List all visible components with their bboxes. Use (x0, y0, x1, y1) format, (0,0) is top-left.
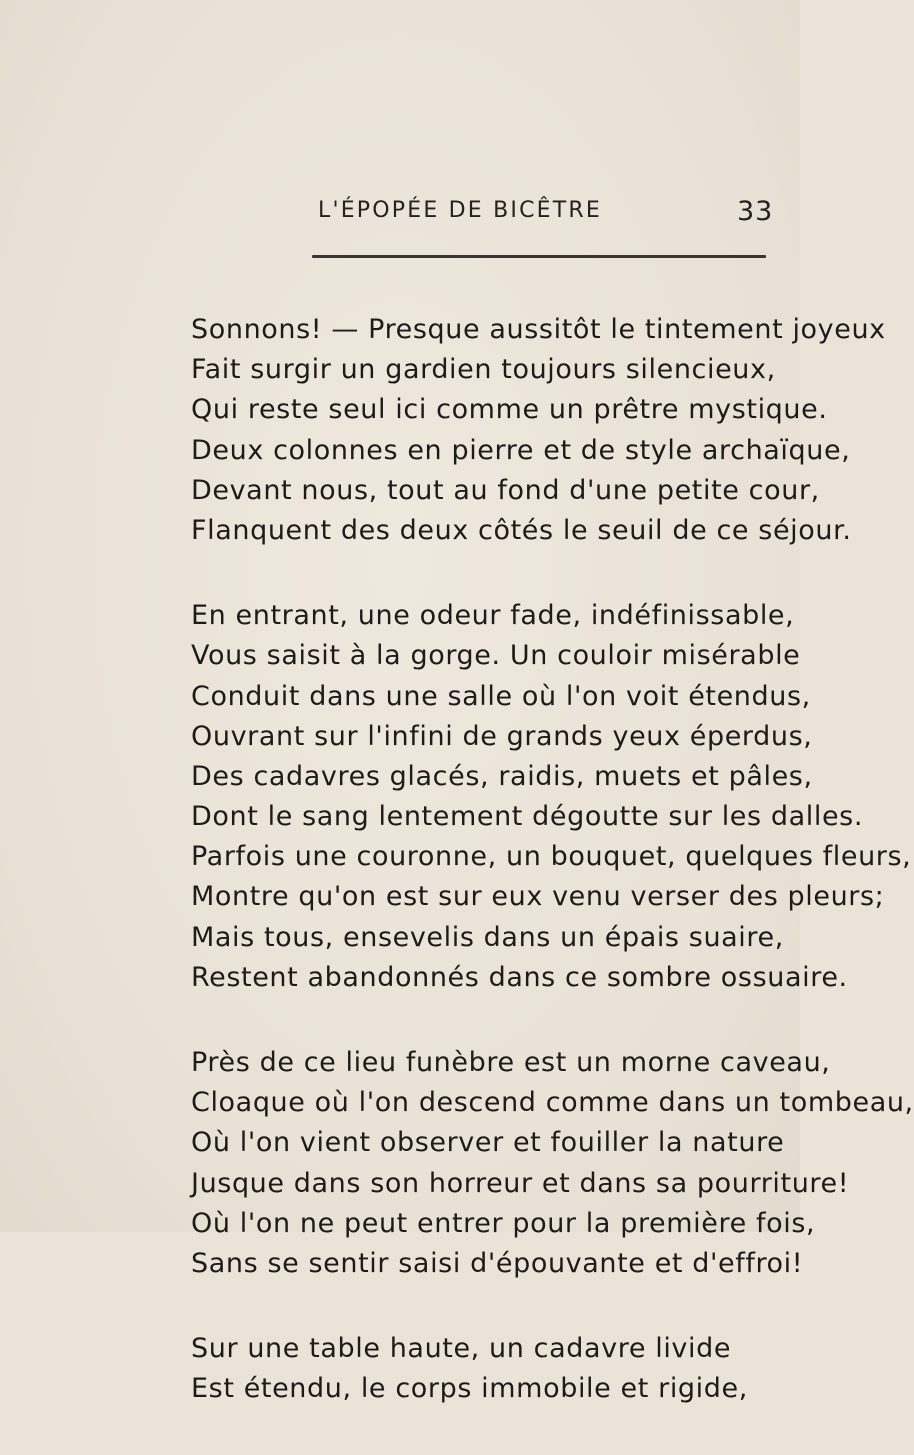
verse-line: Conduit dans une salle où l'on voit étendus, (191, 680, 811, 712)
verse-line: Est étendu, le corps immobile et rigide, (191, 1373, 748, 1405)
verse-line: Fait surgir un gardien toujours silencieux, (191, 354, 776, 386)
verse-line: Montre qu'on est sur eux venu verser des pleurs; (191, 881, 885, 913)
verse-line: Jusque dans son horreur et dans sa pourriture! (191, 1167, 850, 1199)
page-header (0, 196, 800, 236)
verse-line: Où l'on ne peut entrer pour la première fois, (191, 1207, 816, 1239)
verse-line: Ouvrant sur l'infini de grands yeux éperdus, (191, 720, 813, 752)
verse-line: Restent abandonnés dans ce sombre ossuaire. (191, 961, 848, 993)
stanza-4 (191, 1329, 791, 1409)
poem-body (191, 310, 914, 1455)
verse-line: En entrant, une odeur fade, indéfinissable, (191, 600, 795, 632)
running-title: L'ÉPOPÉE DE BICÊTRE (318, 198, 602, 223)
verse-line: Vous saisit à la gorge. Un couloir misérable (191, 640, 801, 672)
verse-line: Sans se sentir saisi d'épouvante et d'effroi! (191, 1247, 804, 1279)
verse-line: Parfois une couronne, un bouquet, quelques fleurs, (191, 841, 912, 873)
header-rule (312, 255, 766, 258)
verse-line: Où l'on vient observer et fouiller la nature (191, 1127, 785, 1159)
verse-line: Dont le sang lentement dégoutte sur les dalles. (191, 801, 864, 833)
verse-line: Flanquent des deux côtés le seuil de ce séjour. (191, 514, 852, 546)
verse-line: Des cadavres glacés, raidis, muets et pâles, (191, 760, 813, 792)
stanza-3 (191, 1043, 914, 1284)
stanza-1 (191, 310, 886, 551)
verse-line: Mais tous, ensevelis dans un épais suaire, (191, 921, 784, 953)
verse-line: Sonnons! — Presque aussitôt le tintement joyeux (191, 314, 886, 345)
page-number: 33 (737, 196, 774, 227)
stanza-2 (191, 596, 912, 998)
verse-line: Près de ce lieu funèbre est un morne caveau, (191, 1047, 831, 1078)
verse-line: Qui reste seul ici comme un prêtre mystique. (191, 394, 828, 426)
verse-line: Sur une table haute, un cadavre livide (191, 1333, 732, 1365)
verse-line: Deux colonnes en pierre et de style archaïque, (191, 434, 851, 466)
verse-line: Devant nous, tout au fond d'une petite cour, (191, 474, 820, 506)
verse-line: Cloaque où l'on descend comme dans un tombeau, (191, 1087, 914, 1119)
